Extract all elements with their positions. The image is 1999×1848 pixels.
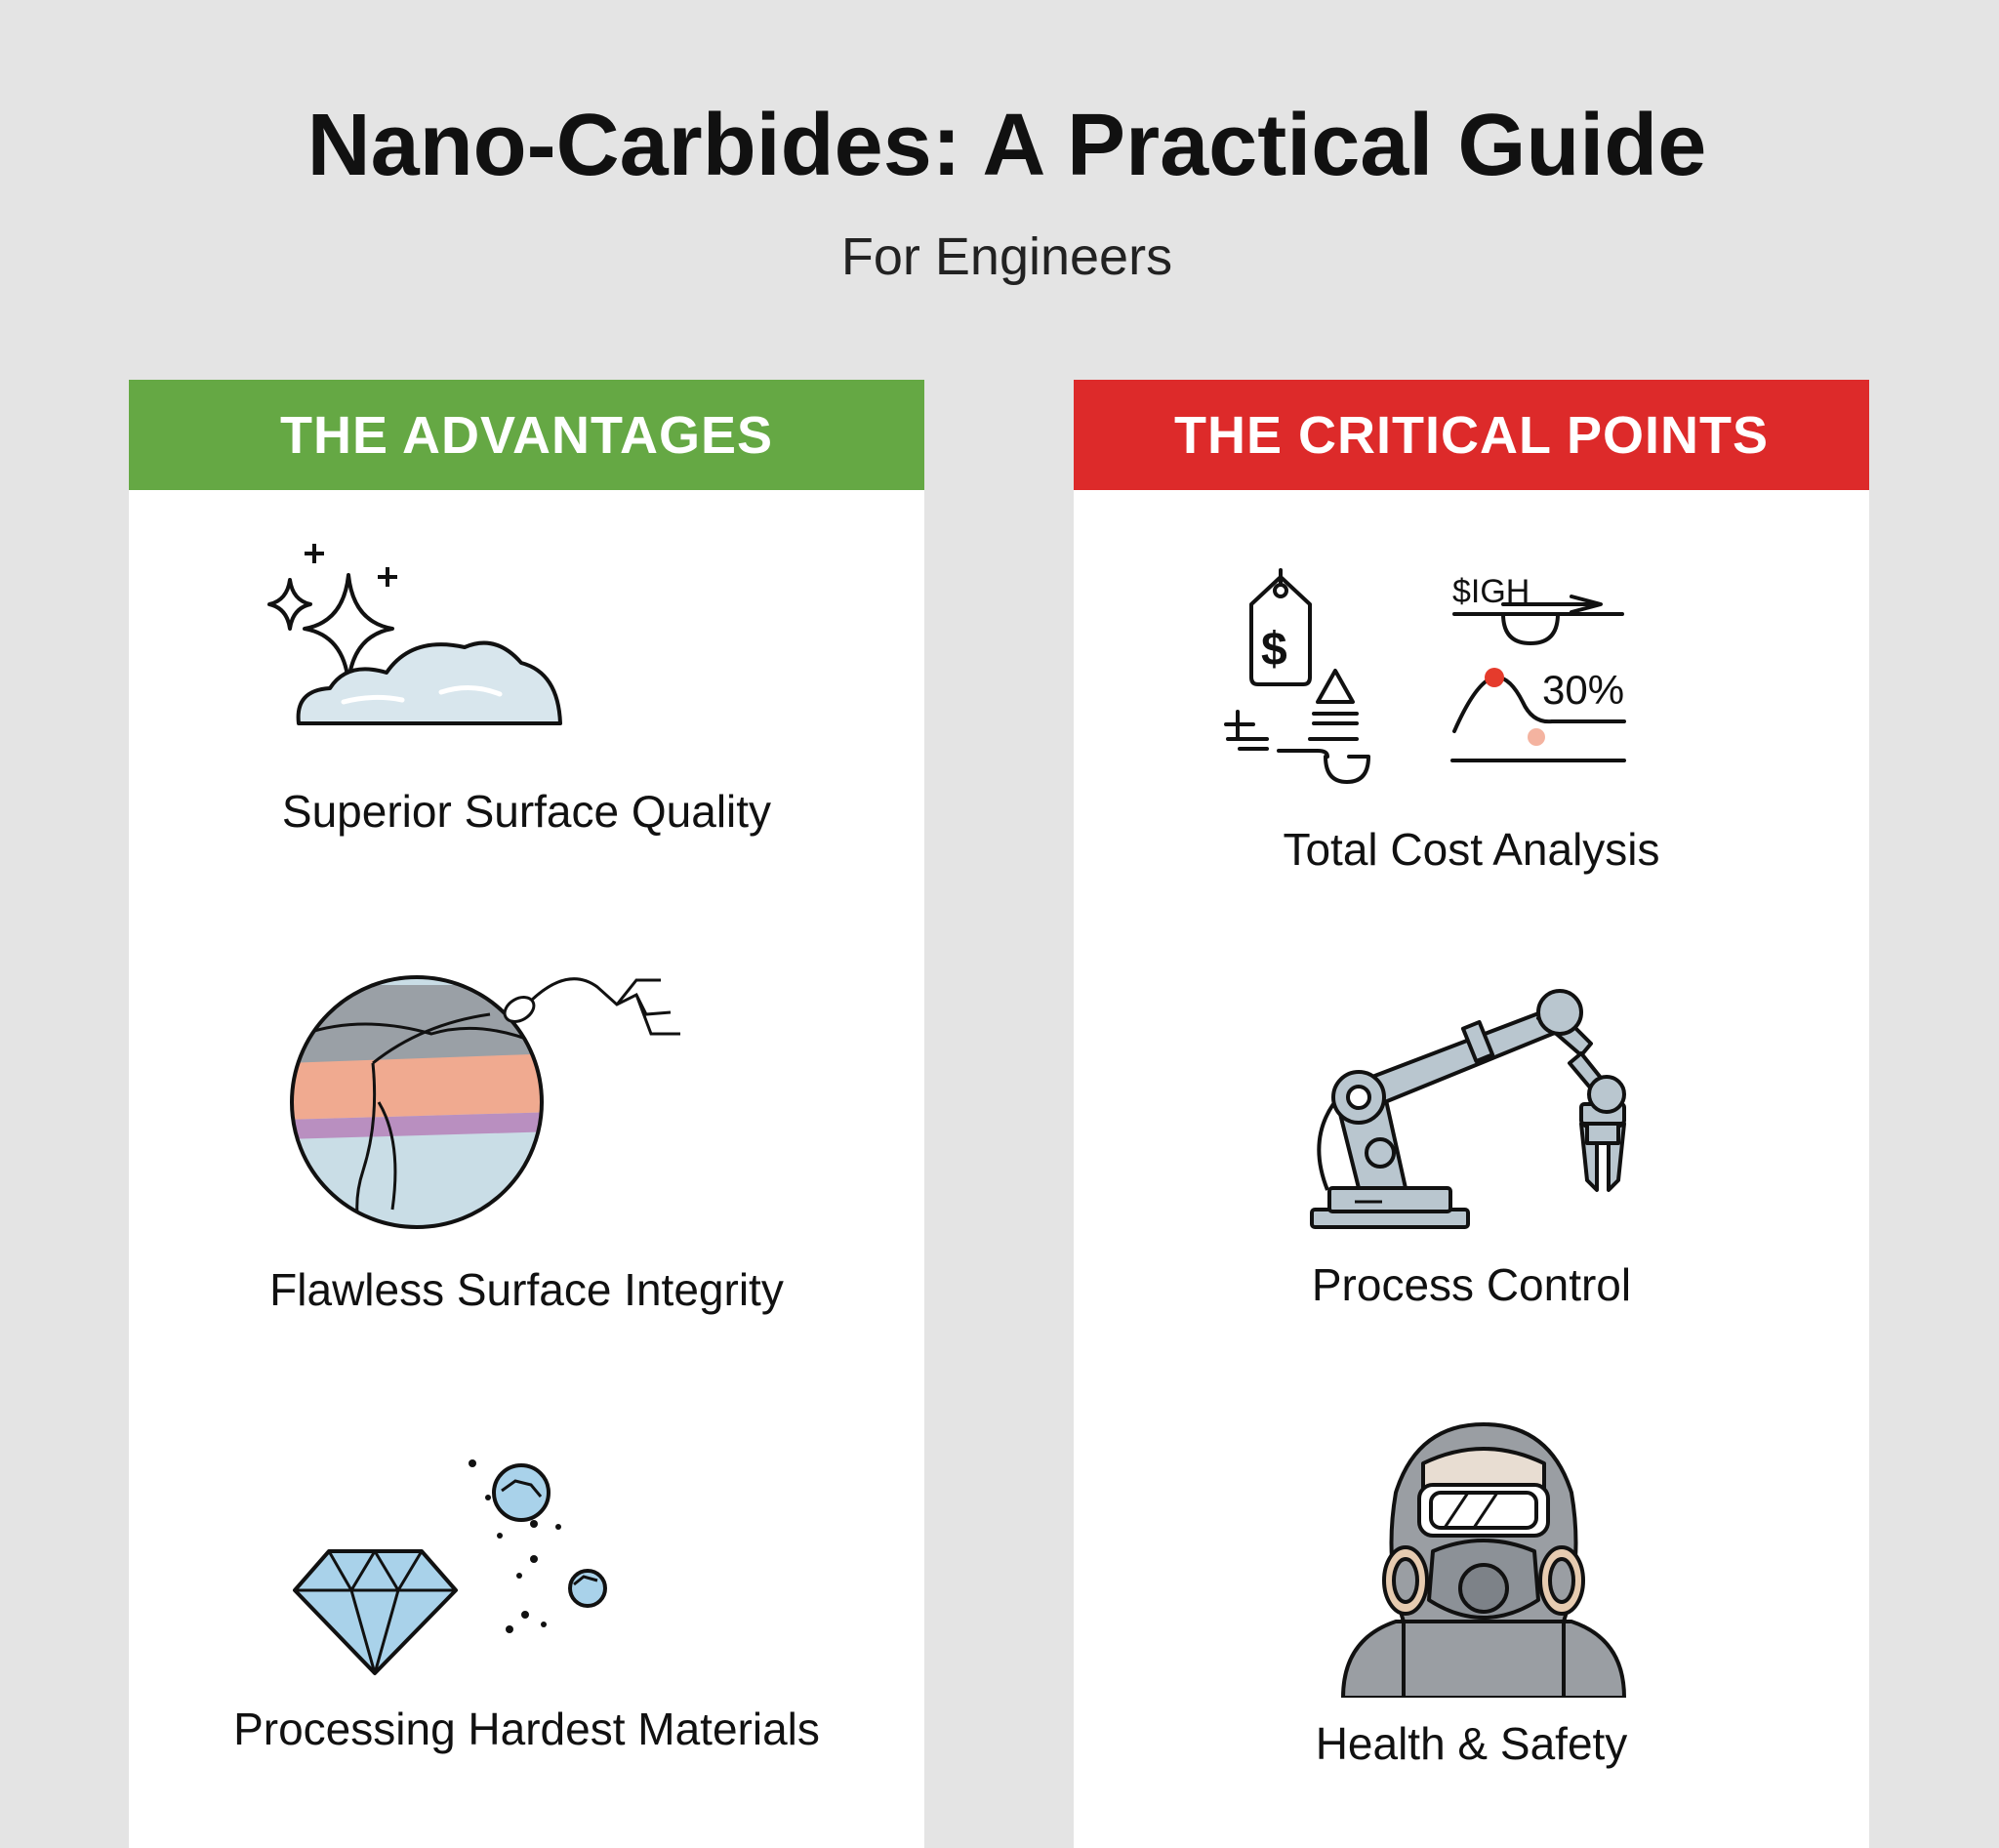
critical-label: Health & Safety <box>1315 1718 1628 1769</box>
cost-icon-text-percent: 30% <box>1542 667 1625 713</box>
advantage-label: Flawless Surface Integrity <box>269 1264 784 1315</box>
cost-icon-text-high: $IGH <box>1452 573 1530 610</box>
critical-points-header: THE CRITICAL POINTS <box>1074 380 1869 490</box>
advantage-label: Processing Hardest Materials <box>233 1704 820 1754</box>
diamond-icon <box>275 1454 685 1678</box>
advantages-header: THE ADVANTAGES <box>129 380 924 490</box>
cost-analysis-icon <box>1220 565 1728 800</box>
critical-label: Total Cost Analysis <box>1283 824 1660 875</box>
advantages-panel <box>129 380 924 1848</box>
dollar-symbol: $ <box>1261 624 1287 676</box>
advantage-label: Superior Surface Quality <box>281 786 772 837</box>
critical-points-panel <box>1074 380 1869 1848</box>
robot-arm-icon <box>1298 985 1630 1229</box>
sparkle-cloud-icon <box>265 526 597 731</box>
page-title: Nano-Carbides: A Practical Guide <box>306 97 1707 194</box>
surface-crack-magnifier-icon <box>285 965 744 1244</box>
page-subtitle: For Engineers <box>840 227 1173 286</box>
respirator-mask-icon <box>1337 1415 1630 1698</box>
critical-label: Process Control <box>1311 1259 1632 1310</box>
